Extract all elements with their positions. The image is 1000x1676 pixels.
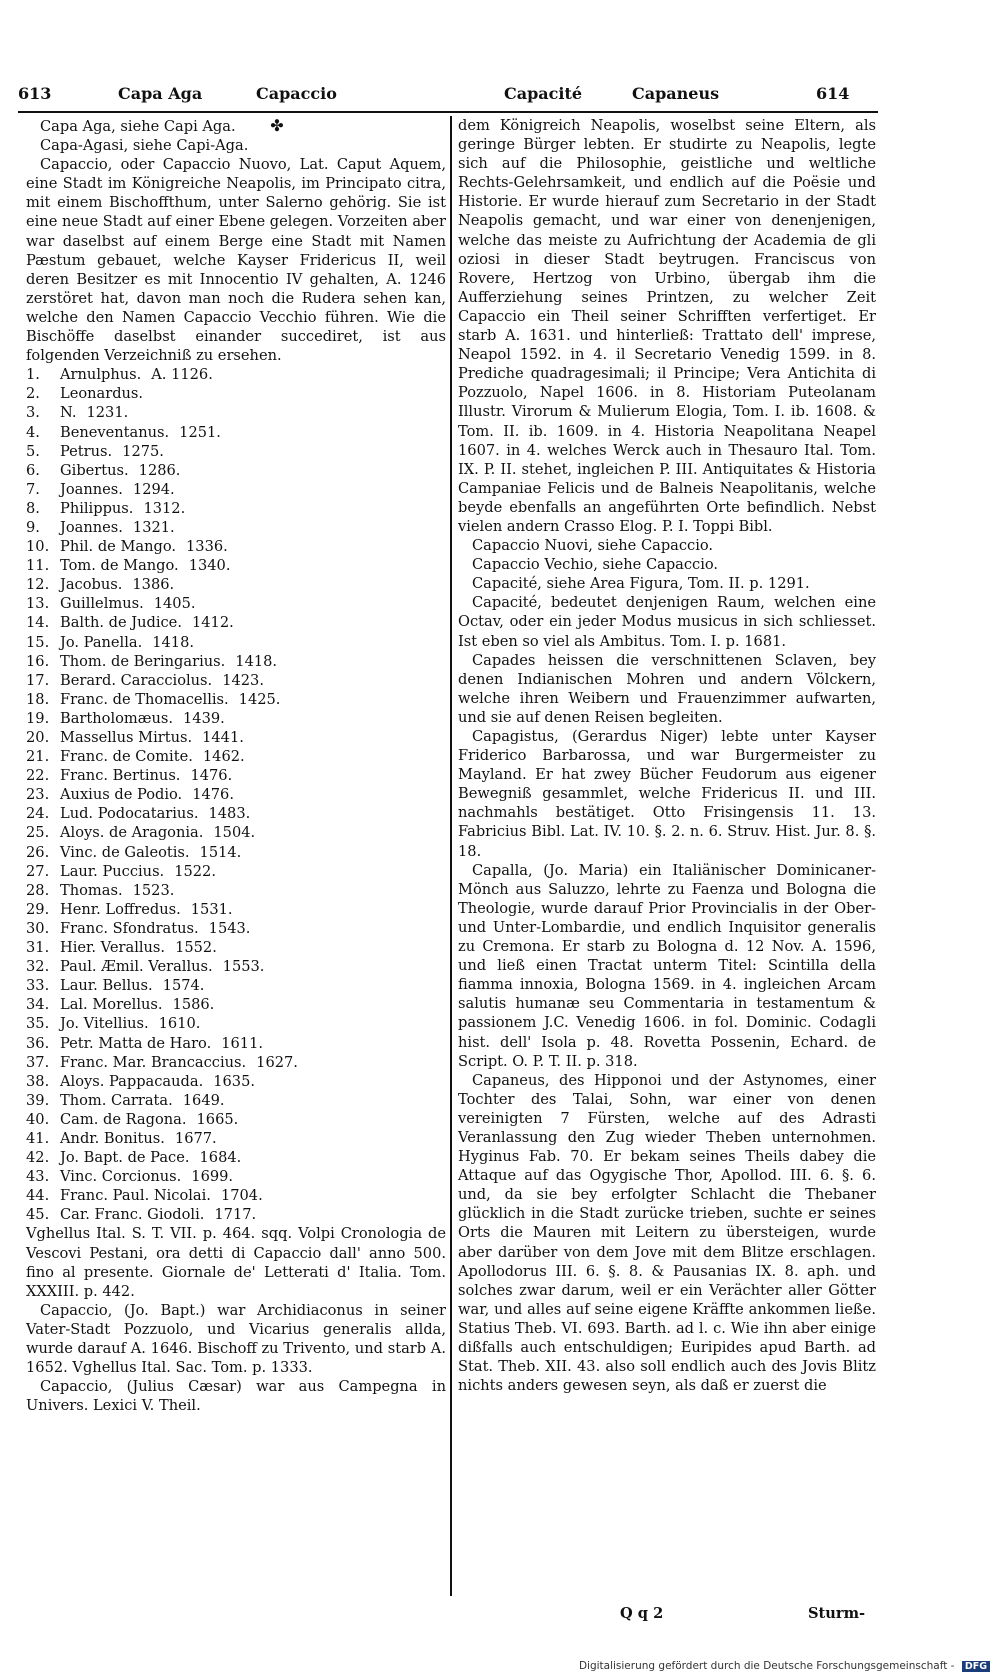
bishop-name: Gibertus. — [60, 461, 129, 479]
entry-capaccio-julius: Capaccio, (Julius Cæsar) war aus Campegna in Univers. Lexici V. Theil. — [26, 1378, 446, 1415]
bishop-list-item — [26, 709, 446, 728]
bishop-year: 1586. — [172, 996, 215, 1014]
bishop-number: 9. — [26, 518, 40, 536]
entry-capaccio-vechio: Capaccio Vechio, siehe Capaccio. — [472, 556, 719, 574]
bishop-name: Petr. Matta de Haro. — [60, 1034, 212, 1052]
bishop-list-item — [26, 1034, 446, 1053]
bishop-list-item — [26, 1072, 446, 1091]
bishop-name: Petrus. — [60, 442, 113, 460]
bishop-number: 25. — [26, 824, 50, 842]
bishop-number: 21. — [26, 748, 50, 766]
bishop-year: 1275. — [122, 442, 164, 460]
bishop-number: 14. — [26, 614, 50, 632]
bishop-list-item — [26, 785, 446, 804]
bishop-number: 18. — [26, 690, 50, 708]
bishop-name: Tom. de Mango. — [60, 557, 179, 575]
bishop-number: 23. — [26, 786, 50, 804]
bishop-name: Thomas. — [60, 881, 123, 899]
bishop-list-item — [26, 442, 446, 461]
bishop-name: Phil. de Mango. — [60, 538, 177, 556]
signature-mark: Q q 2 — [620, 1605, 664, 1622]
bishop-name: Jacobus. — [60, 576, 123, 594]
bishop-list-item — [26, 1014, 446, 1033]
bishop-name: Lud. Podocatarius. — [60, 805, 199, 823]
bishop-number: 35. — [26, 1015, 50, 1033]
bishop-year: 1574. — [162, 977, 205, 995]
bishop-number: 11. — [26, 557, 50, 575]
bishop-name: Andr. Bonitus. — [60, 1129, 165, 1147]
entry-capa-agasi: Capa-Agasi, siehe Capi-Aga. — [40, 137, 249, 155]
bishop-year: 1523. — [132, 881, 175, 899]
bishop-year: 1439. — [183, 709, 225, 727]
bishop-number: 20. — [26, 729, 50, 746]
header-rule — [18, 111, 878, 113]
bishop-number: 33. — [26, 977, 50, 995]
bishop-list-item — [26, 957, 446, 976]
bishop-name: N. — [60, 404, 77, 422]
bishop-year: 1418. — [235, 652, 278, 670]
entry-capaccio: Capaccio, oder Capaccio Nuovo, Lat. Caput Aquem, eine Stadt im Königreiche Neapolis, im Principato citra, mit einem Bischoffthum, unter Salerno gehörig. Sie ist eine neue Stadt auf einer Ebene gelegen. Vorzeiten aber war daselbst auf einem Berge eine Stadt mit Namen Pæstum gebauet, welche Kayser Fridericus II, weil deren Besitzer es mit Innocentio IV gehalten, A. 1246 zerstöret hat, davon man noch die Rudera sehen kan, welche den Namen Capaccio Vecchio führen. Wie die Bischöffe daselbst einander succediret, ist aus folgenden Verzeichniß zu ersehen. — [26, 156, 446, 365]
bishop-year: 1684. — [199, 1149, 242, 1167]
bishop-name: Arnulphus. — [60, 366, 142, 384]
bishop-number: 37. — [26, 1053, 50, 1071]
header-word-3: Capacité — [504, 84, 583, 103]
bishop-year: 1610. — [158, 1015, 201, 1033]
bishop-year: 1294. — [132, 480, 175, 498]
entry-capaccio-jo-bapt: Capaccio, (Jo. Bapt.) war Archidiaconus in seiner Vater-Stadt Pozzuolo, und Vicarius generalis allda, wurde darauf A. 1646. Bischoff zu Trivento, und starb A. 1652. Vghellus Ital. Sac. Tom. p. 1333. — [26, 1301, 446, 1377]
page-number-left: 613 — [18, 84, 52, 103]
bishop-year: 1704. — [220, 1187, 263, 1205]
bishop-list-item — [26, 384, 446, 403]
bishop-name: Jo. Panella. — [60, 633, 143, 651]
bishop-year: 1611. — [221, 1034, 263, 1052]
bishop-name: Car. Franc. Giodoli. — [60, 1206, 205, 1224]
bishop-number: 45. — [26, 1206, 50, 1224]
bishop-name: Bartholomæus. — [60, 709, 173, 727]
bishop-list — [26, 365, 446, 1224]
bishop-name: Laur. Bellus. — [60, 977, 153, 995]
bishop-year: 1677. — [174, 1129, 217, 1147]
bishop-name: Franc. Mar. Brancaccius. — [60, 1053, 247, 1071]
bishop-year: 1476. — [190, 767, 233, 785]
bishop-list-item — [26, 690, 446, 709]
bishop-year: 1231. — [86, 404, 129, 422]
bishop-name: Massellus Mirtus. — [60, 729, 193, 746]
bishop-number: 6. — [26, 461, 40, 479]
bishop-name: Auxius de Podio. — [60, 786, 183, 804]
bishop-name: Guillelmus. — [60, 595, 144, 613]
entry-capaccio-nuovi: Capaccio Nuovi, siehe Capaccio. — [472, 537, 714, 555]
bishop-year: 1717. — [214, 1206, 257, 1224]
bishop-list-item — [26, 1148, 446, 1167]
bishop-name: Hier. Verallus. — [60, 939, 166, 957]
page-number-right: 614 — [816, 84, 850, 103]
bishop-list-item — [26, 499, 446, 518]
bishop-name: Vinc. de Galeotis. — [60, 843, 190, 861]
header-word-4: Capaneus — [632, 84, 720, 103]
bishop-list-item — [26, 900, 446, 919]
bishop-list-item — [26, 747, 446, 766]
header-word-1: Capa Aga — [118, 84, 203, 103]
bishop-list-item — [26, 1167, 446, 1186]
entry-capacite-2: Capacité, bedeutet denjenigen Raum, welchen eine Octav, oder ein jeder Modus musicus in sich schliesset. Ist eben so viel als Ambitus. Tom. I. p. 1681. — [458, 594, 876, 650]
bishop-name: Henr. Loffredus. — [60, 900, 181, 918]
bishop-number: 16. — [26, 652, 50, 670]
entry-capa-aga — [26, 116, 446, 136]
bishop-list-item — [26, 652, 446, 671]
bishop-number: 43. — [26, 1168, 50, 1186]
bishop-number: 13. — [26, 595, 50, 613]
bishop-number: 44. — [26, 1187, 50, 1205]
bishop-list-item — [26, 1205, 446, 1224]
right-column — [458, 116, 876, 1395]
bishop-name: Paul. Æmil. Verallus. — [60, 958, 213, 976]
bishop-year: 1286. — [138, 461, 181, 479]
bishop-year: 1462. — [202, 748, 245, 766]
bishop-number: 10. — [26, 538, 50, 556]
bishop-list-item — [26, 403, 446, 422]
entry-capalla: Capalla, (Jo. Maria) ein Italiänischer Dominicaner-Mönch aus Saluzzo, lehrte zu Faenza und Bologna die Theologie, wurde darauf Prior Provincialis in der Ober- und Unter-Lombardie, und endlich Inquisitor generalis zu Cremona. Er starb zu Bologna d. 12 Nov. A. 1596, und ließ einen Tractat unterm Titel: Scintilla della fiamma innoxia, Bologna 1569. in 4. ingleichen Arcam salutis humanæ seu Commentaria in testamentum & passionem J.C. Venedig 1606. in fol. Dominic. Codagli hist. dell' Isola p. 48. Rovetta Possenin, Echard. de Script. O. P. T. II. p. 318. — [458, 861, 876, 1070]
left-column — [26, 116, 446, 1415]
bishop-number: 34. — [26, 996, 50, 1014]
bishop-list-item — [26, 423, 446, 442]
bishop-list-item — [26, 995, 446, 1014]
bishop-year: 1522. — [174, 862, 216, 880]
bishop-number: 24. — [26, 805, 50, 823]
bishop-list-item — [26, 575, 446, 594]
bishop-list-item — [26, 823, 446, 842]
bishop-name: Franc. de Thomacellis. — [60, 690, 229, 708]
bishop-list-item — [26, 728, 446, 747]
bishop-year: 1649. — [182, 1091, 225, 1109]
bishop-name: Joannes. — [60, 518, 123, 536]
bishop-name: Philippus. — [60, 499, 134, 517]
bishop-year: 1635. — [213, 1072, 255, 1090]
bishop-name: Thom. de Beringarius. — [60, 652, 226, 670]
bishop-name: Franc. Sfondratus. — [60, 919, 199, 937]
bishop-number: 1. — [26, 366, 40, 384]
bishop-list-item — [26, 1110, 446, 1129]
bishop-name: Balth. de Judice. — [60, 614, 182, 632]
bishop-number: 26. — [26, 843, 50, 861]
bishop-name: Beneventanus. — [60, 423, 170, 441]
bishop-year: 1321. — [132, 518, 175, 536]
credit-text: Digitalisierung gefördert durch die Deutsche Forschungsgemeinschaft - — [578, 1660, 955, 1672]
continued-text: dem Königreich Neapolis, woselbst seine Eltern, als geringe Bürger lebten. Er studirte zu Neapolis, legte sich auf die Philosophie, geistliche und weltliche Rechts-Gelehrsamkeit, und endlich auf die Poësie und Historie. Er wurde hierauf zum Secretario in der Stadt Neapolis gemacht, und war einer von denenjenigen, welche das meiste zu Aufrichtung der Academia de gli oziosi in dieser Stadt beytrugen. Franciscus von Rovere, Hertzog von Urbino, übergab ihm die Aufferziehung seines Printzen, zu welcher Zeit Capaccio ein Theil seiner Schrifften verfertiget. Er starb A. 1631. und hinterließ: Trattato dell' imprese, Neapol 1592. in 4. il Secretario Venedig 1599. in 8. Prediche quadragesimali; il Principe; Vera Antichita di Pozzuolo, Napel 1606. in 8. Historiam Puteolanam Illustr. Virorum & Mulierum Elogia, Tom. I. ib. 1608. & Tom. II. ib. 1609. in 4. Historia Neapolitana Neapel 1607. in 4. welches Werck auch in Thesauro Ital. Tom. IX. P. II. stehet, ingleichen P. III. Antiquitates & Historia Campaniae Felicis und de Balneis Neapolitanis, welche beyde ebenfalls an angeführten Orte befindlich. Nebst vielen andern Crasso Elog. P. I. Toppi Bibl. — [458, 117, 876, 535]
bishop-name: Laur. Puccius. — [60, 862, 165, 880]
bishop-list-item — [26, 556, 446, 575]
bishop-name: Lal. Morellus. — [60, 996, 163, 1014]
bishop-list-item — [26, 766, 446, 785]
entry-capacite-1: Capacité, siehe Area Figura, Tom. II. p. 1291. — [472, 575, 810, 593]
bishop-number: 30. — [26, 919, 50, 937]
source-note: Vghellus Ital. S. T. VII. p. 464. sqq. Volpi Cronologia de Vescovi Pestani, ora detti di Capaccio dall' anno 500. fino al presente. Giornale de' Letterati d' Italia. Tom. XXXIII. p. 442. — [26, 1225, 446, 1300]
bishop-list-item — [26, 976, 446, 995]
bishop-number: 29. — [26, 900, 50, 918]
bishop-list-item — [26, 594, 446, 613]
bishop-list-item — [26, 804, 446, 823]
bishop-year: 1312. — [143, 499, 186, 517]
bishop-number: 40. — [26, 1110, 50, 1128]
bishop-number: 17. — [26, 671, 50, 689]
bishop-year: 1386. — [132, 576, 175, 594]
bishop-name: Vinc. Corcionus. — [60, 1168, 182, 1186]
digitization-credit — [579, 1660, 990, 1672]
entry-capa-aga-text: Capa Aga, siehe Capi Aga. — [40, 118, 236, 135]
bishop-list-item — [26, 537, 446, 556]
bishop-year: 1553. — [222, 958, 265, 976]
bishop-name: Jo. Bapt. de Pace. — [60, 1149, 190, 1167]
bishop-year: 1665. — [196, 1110, 239, 1128]
bishop-number: 12. — [26, 576, 50, 594]
bishop-name: Aloys. de Aragonia. — [60, 824, 204, 842]
bishop-list-item — [26, 671, 446, 690]
bishop-number: 42. — [26, 1149, 50, 1167]
bishop-name: Aloys. Pappacauda. — [60, 1072, 204, 1090]
bishop-year: 1483. — [208, 805, 251, 823]
bishop-year: 1531. — [190, 900, 233, 918]
bishop-name: Joannes. — [60, 480, 123, 498]
bishop-number: 28. — [26, 881, 50, 899]
dfg-logo-icon: DFG — [962, 1661, 990, 1672]
bishop-list-item — [26, 862, 446, 881]
bishop-name: Cam. de Ragona. — [60, 1110, 187, 1128]
bishop-list-item — [26, 480, 446, 499]
bishop-list-item — [26, 881, 446, 900]
catchword: Sturm- — [808, 1605, 866, 1622]
bishop-list-item — [26, 1053, 446, 1072]
bishop-list-item — [26, 365, 446, 384]
bishop-list-item — [26, 633, 446, 652]
bishop-number: 32. — [26, 958, 50, 976]
bishop-year: 1340. — [188, 557, 231, 575]
bishop-number: 2. — [26, 385, 40, 403]
bishop-year: 1476. — [192, 786, 234, 804]
bishop-name: Jo. Vitellius. — [60, 1015, 149, 1033]
bishop-name: Berard. Caracciolus. — [60, 671, 213, 689]
bishop-year: 1425. — [238, 690, 281, 708]
bishop-list-item — [26, 1186, 446, 1205]
bishop-name: Franc. de Comite. — [60, 748, 193, 766]
bishop-year: 1504. — [213, 824, 256, 842]
bishop-number: 39. — [26, 1091, 50, 1109]
bishop-list-item — [26, 843, 446, 862]
bishop-year: 1423. — [222, 671, 264, 689]
bishop-name: Thom. Carrata. — [60, 1091, 173, 1109]
bishop-number: 41. — [26, 1129, 50, 1147]
bishop-name: Leonardus. — [60, 385, 144, 403]
bishop-list-item — [26, 461, 446, 480]
bishop-list-item — [26, 919, 446, 938]
bishop-name: Franc. Paul. Nicolai. — [60, 1187, 211, 1205]
bishop-year: 1418. — [152, 633, 195, 651]
bishop-number: 15. — [26, 633, 50, 651]
bishop-name: Franc. Bertinus. — [60, 767, 181, 785]
entry-capagistus: Capagistus, (Gerardus Niger) lebte unter Kayser Friderico Barbarossa, und war Burgermeister zu Mayland. Er hat zwey Bücher Feudorum aus eigener Bewegniß gesammlet, welche Fridericus II. und III. nachmahls bestätiget. Otto Frisingensis 11. 13. Fabricius Bibl. Lat. IV. 10. §. 2. n. 6. Struv. Hist. Jur. 8. §. 18. — [458, 728, 876, 860]
header-word-2: Capaccio — [256, 84, 337, 103]
bishop-number: 8. — [26, 499, 40, 517]
bishop-year: 1412. — [191, 614, 234, 632]
bishop-number: 3. — [26, 404, 40, 422]
bishop-year: 1336. — [186, 538, 228, 556]
entry-capaneus: Capaneus, des Hipponoi und der Astynomes, einer Tochter des Talai, Sohn, war einer von denen vereinigten 7 Fürsten, welche auf des Adrasti Veranlassung den Zug wieder Theben unternohmen. Hyginus Fab. 70. Er bekam seines Theils dabey die Attaque auf das Ogygische Thor, Apollod. III. 6. §. 6. und, da sie bey erfolgter Schlacht die Thebaner glücklich in die Stadt zurücke trieben, suchte er seines Orts die Mauren mit Leitern zu übersteigen, wurde aber darüber von dem Jove mit dem Blitze erschlagen. Apollodorus III. 6. §. 8. & Pausanias IX. 8. aph. und solches zwar darum, weil er ein Verächter aller Götter war, und alles auf seine eigene Kräffte ankommen ließe. Statius Theb. VI. 693. Barth. ad l. c. Wie ihn aber einige dißfalls auch entschuldigen; Euripides apud Barth. ad Stat. Theb. XII. 43. also soll endlich auch des Jovis Blitz nichts anders gewesen seyn, als daß er zuerst die — [458, 1071, 876, 1395]
bishop-year: 1251. — [179, 423, 221, 441]
entry-capades: Capades heissen die verschnittenen Sclaven, bey denen Indianischen Mohren und andern Völckern, welche ihren Weibern und Frauenzimmer aufwarten, und sie auf denen Reisen begleiten. — [458, 651, 876, 726]
page — [18, 80, 878, 1622]
bishop-number: 36. — [26, 1034, 50, 1052]
bishop-number: 4. — [26, 423, 40, 441]
bishop-list-item — [26, 1129, 446, 1148]
bishop-number: 27. — [26, 862, 50, 880]
bishop-number: 19. — [26, 709, 50, 727]
ornament-icon: ✤ — [270, 116, 284, 135]
bishop-number: 38. — [26, 1072, 50, 1090]
bishop-year: 1405. — [153, 595, 196, 613]
bishop-list-item — [26, 613, 446, 632]
bishop-year: 1514. — [199, 843, 242, 861]
bishop-number: 5. — [26, 442, 40, 460]
bishop-year: 1441. — [202, 729, 244, 746]
bishop-list-item — [26, 518, 446, 537]
bishop-year: A. 1126. — [151, 366, 213, 384]
running-header — [18, 80, 878, 108]
bishop-year: 1699. — [191, 1168, 234, 1186]
column-divider — [450, 116, 452, 1596]
bishop-year: 1627. — [256, 1053, 298, 1071]
bishop-list-item — [26, 938, 446, 957]
bishop-number: 31. — [26, 939, 50, 957]
bishop-year: 1552. — [175, 939, 217, 957]
bishop-number: 7. — [26, 480, 40, 498]
bishop-year: 1543. — [208, 919, 251, 937]
bishop-number: 22. — [26, 767, 50, 785]
bishop-list-item — [26, 1091, 446, 1110]
